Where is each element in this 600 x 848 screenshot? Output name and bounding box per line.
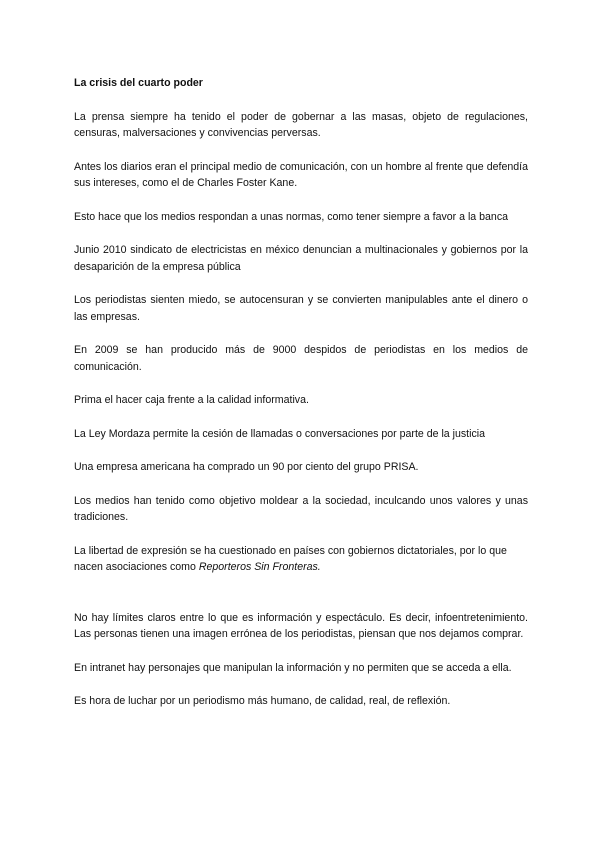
document-title: La crisis del cuarto poder (74, 77, 203, 89)
paragraph: La prensa siempre ha tenido el poder de gobernar a las masas, objeto de regulaciones, censuras, malversaciones y convivencias perversas. (74, 110, 528, 139)
paragraph: Los periodistas sienten miedo, se autocensuran y se convierten manipulables ante el dinero o las empresas. (74, 294, 528, 323)
paragraph: En intranet hay personajes que manipulan la información y no permiten que se acceda a ella. (74, 661, 512, 674)
paragraph: Los medios han tenido como objetivo moldear a la sociedad, inculcando unos valores y unas tradiciones. (74, 494, 528, 523)
paragraph: En 2009 se han producido más de 9000 despidos de periodistas en los medios de comunicación. (74, 344, 528, 373)
spacer (74, 593, 528, 610)
paragraph: No hay límites claros entre lo que es información y espectáculo. Es decir, infoentretenimiento. Las personas tienen una imagen errónea de los periodistas, piensan que nos dejamos comprar. (74, 611, 528, 640)
paragraph-libertad (74, 543, 528, 576)
paragraph: Junio 2010 sindicato de electricistas en méxico denuncian a multinacionales y gobiernos por la desaparición de la empresa pública (74, 244, 528, 273)
paragraph: Prima el hacer caja frente a la calidad informativa. (74, 394, 309, 406)
document-body (74, 75, 528, 727)
paragraph: Una empresa americana ha comprado un 90 por ciento del grupo PRISA. (74, 461, 419, 473)
paragraph: Antes los diarios eran el principal medio de comunicación, con un hombre al frente que defendía sus intereses, como el de Charles Foster Kane. (74, 160, 528, 189)
paragraph: Esto hace que los medios respondan a unas normas, como tener siempre a favor a la banca (74, 210, 509, 223)
libertad-text: La libertad de expresión se ha cuestionado en países con gobiernos dictatoriales, por lo que nacen asociaciones como (74, 544, 507, 573)
reporteros-sin-fronteras-text: Reporteros Sin Fronteras. (198, 561, 321, 573)
paragraph: Es hora de luchar por un periodismo más humano, de calidad, real, de reflexión. (74, 695, 451, 707)
paragraph: La Ley Mordaza permite la cesión de llamadas o conversaciones por parte de la justicia (74, 427, 486, 440)
